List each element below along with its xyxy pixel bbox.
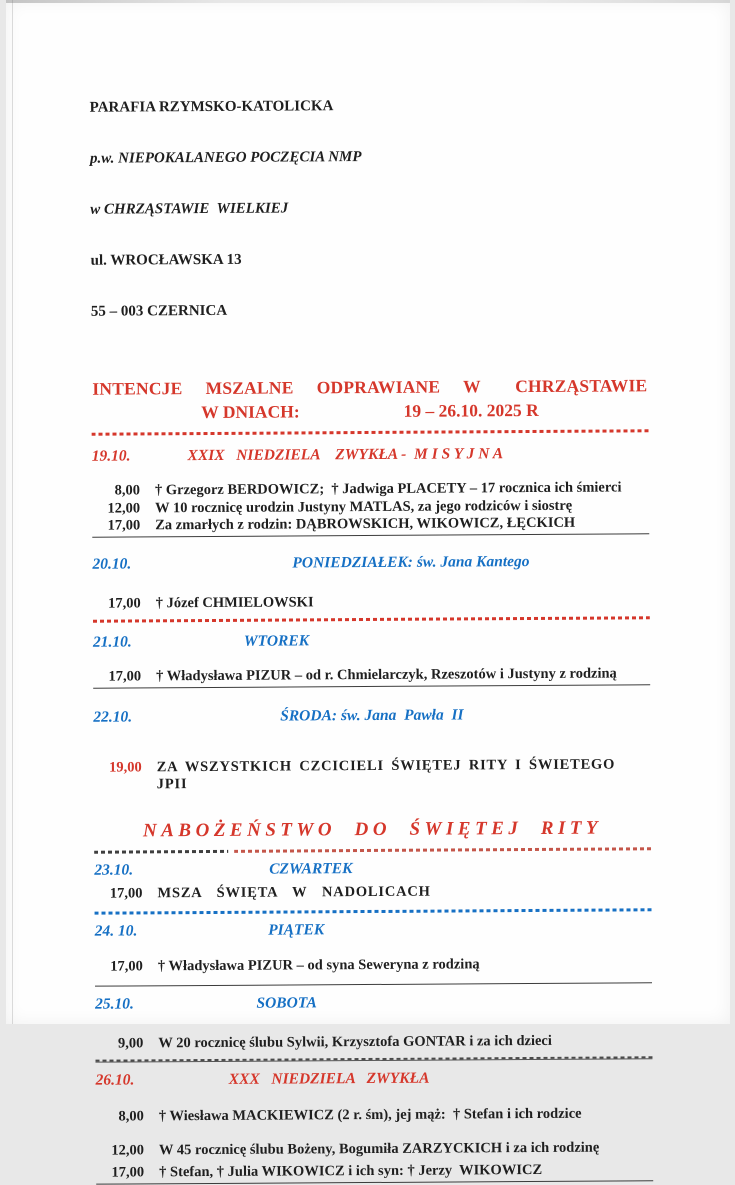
- mass-time: 12,00: [106, 499, 140, 517]
- parish-street: ul. WROCŁAWSKA 13: [90, 251, 242, 269]
- mass-entries: [95, 1032, 652, 1053]
- mass-entry: [93, 756, 650, 794]
- schedule-section-20-10: [92, 552, 649, 623]
- mass-entry: [92, 514, 649, 535]
- section-head: [94, 919, 651, 942]
- section-separator: [95, 1056, 652, 1063]
- mass-time: 17,00: [107, 668, 141, 685]
- date-range-label: W DNIACH:: [200, 401, 300, 423]
- mass-entries: [93, 756, 650, 794]
- section-separator: [95, 982, 652, 986]
- schedule-section-23-10: [94, 858, 651, 914]
- section-day-title: PIĄTEK: [267, 920, 324, 939]
- mass-time: 9,00: [117, 1035, 143, 1052]
- mass-time: 12,00: [110, 1141, 144, 1159]
- schedule-sections: [91, 444, 652, 1184]
- section-separator: [94, 908, 651, 914]
- section-date: 24. 10.: [94, 921, 137, 940]
- section-day-title: PONIEDZIAŁEK: św. Jana Kantego: [291, 552, 530, 571]
- mass-intention: † Grzegorz BERDOWICZ; † Jadwiga PLACETY – 17 rocznica ich śmierci: [154, 479, 622, 499]
- mass-intention: † Józef CHMIELOWSKI: [155, 593, 314, 611]
- section-day-title: XXX NIEDZIELA ZWYKŁA: [228, 1069, 429, 1088]
- mass-entries: [93, 665, 650, 686]
- scanned-parish-bulletin: [6, 0, 730, 1181]
- mass-time: 17,00: [107, 594, 141, 612]
- mass-time: 8,00: [114, 482, 140, 499]
- date-range-value: 19 – 26.10. 2025 R: [403, 399, 539, 421]
- section-head: [92, 630, 649, 653]
- mass-entry: [95, 1032, 652, 1053]
- section-head: [95, 992, 652, 1015]
- section-day-title: CZWARTEK: [268, 859, 352, 878]
- mass-entry: [96, 1161, 653, 1182]
- section-day-title: SOBOTA: [255, 994, 317, 1012]
- schedule-section-26-10: [95, 1068, 653, 1184]
- section-day-title: WTOREK: [243, 632, 309, 650]
- parish-header: [89, 62, 648, 354]
- section-head: [93, 705, 650, 728]
- mass-intention: † Wiesława MACKIEWICZ (2 r. śm), jej mąż: † Stefan i ich rodzice: [158, 1105, 582, 1125]
- mass-entries: [91, 479, 648, 535]
- mass-intention: W 45 rocznicę ślubu Bożeny, Bogumiła ZARZYCKICH i za ich rodzinę: [158, 1139, 599, 1158]
- mass-entries: [95, 1105, 652, 1182]
- mass-time: 8,00: [117, 1108, 144, 1125]
- section-head: [91, 444, 648, 467]
- mass-time: 17,00: [109, 957, 143, 975]
- schedule-section-25-10: [95, 992, 652, 1062]
- page-content: [6, 0, 735, 1185]
- schedule-section-24-10: [94, 919, 651, 987]
- schedule-section-19-10: [91, 444, 649, 537]
- section-day-title: XXIX NIEDZIELA ZWYKŁA - M I S Y J N A: [186, 445, 503, 465]
- mass-intention: † Stefan, † Julia WIKOWICZ i ich syn: † Jerzy WIKOWICZ: [158, 1161, 542, 1181]
- mass-intention: W 10 rocznicę urodzin Justyny MATLAS, za jego rodziców i siostrę: [154, 497, 572, 516]
- mass-entry: [94, 955, 651, 976]
- bulletin-title-line2: [91, 399, 648, 423]
- title-separator: [91, 429, 648, 435]
- section-date: 26.10.: [95, 1071, 134, 1089]
- bulletin-title: [91, 375, 648, 423]
- mass-intention: ZA WSZYSTKICH CZCICIELI ŚWIĘTEJ RITY I ŚWIETEGO JPII: [156, 755, 623, 793]
- mass-entries: [94, 882, 651, 903]
- section-date: 22.10.: [92, 707, 132, 726]
- section-head: [94, 858, 651, 881]
- mass-intention: † Władysława PIZUR – od r. Chmielarczyk, Rzeszotów i Justyny z rodziną: [155, 665, 617, 685]
- section-separator: [92, 616, 649, 622]
- section-date: 23.10.: [93, 860, 133, 879]
- parish-locality: w CHRZĄSTAWIE WIELKIEJ: [89, 200, 288, 218]
- devotion-heading: NABOŻEŃSTWO DO ŚWIĘTEJ RITY: [142, 817, 602, 841]
- mass-time: 17,00: [109, 884, 142, 902]
- mass-time: 19,00: [108, 758, 142, 776]
- schedule-section-22-10: [93, 705, 651, 853]
- parish-name: PARAFIA RZYMSKO-KATOLICKA: [89, 98, 333, 116]
- parish-postcode: 55 – 003 CZERNICA: [90, 302, 227, 320]
- mass-entry: [95, 1139, 652, 1160]
- mass-time: 17,00: [110, 1164, 144, 1181]
- parish-dedication: p.w. NIEPOKALANEGO POCZĘCIA NMP: [89, 149, 362, 167]
- mass-entry: [94, 882, 651, 903]
- mass-intention: MSZA ŚWIĘTA W NADOLICACH: [156, 883, 431, 901]
- mass-entries: [94, 955, 651, 976]
- mass-entries: [92, 592, 649, 613]
- section-date: 20.10.: [91, 554, 131, 573]
- section-head: [92, 552, 649, 575]
- mass-entry: [93, 665, 650, 686]
- bulletin-title-line1: INTENCJE MSZALNE ODPRAWIANE W CHRZĄSTAWIE: [91, 375, 647, 399]
- section-date: 21.10.: [92, 633, 132, 651]
- schedule-section-21-10: [92, 630, 649, 688]
- mass-intention: W 20 rocznicę ślubu Sylwii, Krzysztofa GONTAR i za ich dzieci: [157, 1032, 552, 1052]
- mass-entry: [95, 1105, 652, 1126]
- mass-entry: [92, 592, 649, 613]
- section-date: 25.10.: [94, 995, 134, 1013]
- section-date: 19.10.: [91, 447, 131, 465]
- mass-intention: † Władysława PIZUR – od syna Seweryna z rodziną: [157, 955, 480, 974]
- section-day-title: ŚRODA: św. Jana Pawła II: [279, 705, 464, 725]
- mass-intention: Za zmarłych z rodzin: DĄBROWSKICH, WIKOWICZ, ŁĘCKICH: [154, 514, 575, 534]
- mass-time: 17,00: [107, 517, 140, 534]
- section-head: [95, 1068, 652, 1091]
- section-separator: [94, 847, 651, 853]
